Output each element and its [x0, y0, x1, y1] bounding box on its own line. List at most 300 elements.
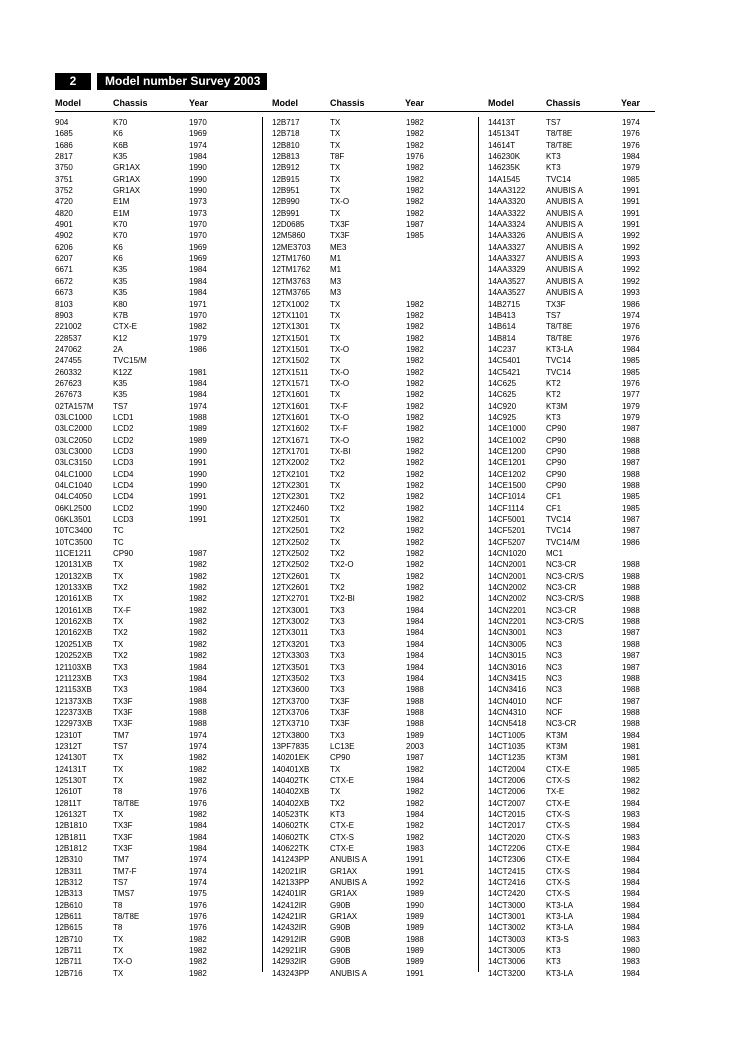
year-cell: 1979: [622, 163, 640, 173]
year-cell: 1984: [189, 821, 207, 831]
table-row: [488, 389, 688, 400]
chassis-cell: M1: [330, 254, 342, 264]
year-cell: 1982: [406, 378, 424, 388]
table-row: [272, 503, 472, 514]
model-cell: 14AA3322: [488, 208, 526, 218]
table-row: [55, 616, 255, 627]
model-cell: 12TX1701: [272, 446, 309, 456]
model-cell: 12TM3765: [272, 288, 311, 298]
header-chassis: Chassis: [330, 98, 365, 108]
year-cell: 1982: [406, 469, 424, 479]
year-cell: 1988: [622, 707, 640, 717]
model-cell: 14CT3200: [488, 968, 526, 978]
year-cell: 1992: [622, 231, 640, 241]
table-row: [55, 900, 255, 911]
chassis-cell: TX3: [330, 673, 345, 683]
table-row: [488, 843, 688, 854]
model-cell: 12TX3201: [272, 639, 309, 649]
table-row: [488, 457, 688, 468]
year-cell: 1991: [189, 492, 207, 502]
chassis-cell: K12Z: [113, 367, 133, 377]
year-cell: 1981: [189, 367, 207, 377]
table-row: [55, 968, 255, 979]
year-cell: 1987: [622, 696, 640, 706]
model-cell: 6207: [55, 254, 73, 264]
model-cell: 02TA157M: [55, 401, 94, 411]
year-cell: 1982: [622, 775, 640, 785]
model-cell: 12TX1511: [272, 367, 309, 377]
model-cell: 12B813: [272, 152, 300, 162]
model-cell: 06KL2500: [55, 503, 92, 513]
chassis-cell: K7B: [113, 310, 129, 320]
year-cell: 1982: [406, 571, 424, 581]
chassis-cell: CTX-S: [546, 889, 570, 899]
model-cell: 146230K: [488, 152, 521, 162]
year-cell: 1984: [622, 855, 640, 865]
chassis-cell: NC3: [546, 685, 563, 695]
model-cell: 14CN2001: [488, 560, 527, 570]
model-cell: 14614T: [488, 140, 516, 150]
year-cell: 1982: [406, 481, 424, 490]
table-row: [272, 684, 472, 695]
model-cell: 14C5401: [488, 356, 521, 366]
year-cell: 1983: [622, 934, 640, 944]
table-row: [272, 117, 472, 128]
year-cell: 1986: [189, 344, 207, 354]
chassis-cell: TVC14: [546, 515, 571, 525]
year-cell: 1982: [406, 764, 424, 774]
table-row: [55, 673, 255, 684]
year-cell: 1986: [622, 299, 640, 309]
chassis-cell: KT2: [546, 390, 561, 400]
chassis-cell: NCF: [546, 696, 563, 706]
header-year: Year: [621, 98, 641, 108]
year-cell: 1984: [189, 832, 207, 842]
table-row: [272, 174, 472, 185]
year-cell: 1993: [622, 254, 640, 264]
chassis-cell: CTX-S: [546, 878, 570, 888]
model-cell: 142932IR: [272, 957, 307, 967]
model-cell: 120133XB: [55, 583, 93, 593]
model-cell: 120162XB: [55, 617, 93, 627]
model-cell: 12B611: [55, 912, 82, 922]
year-cell: 1982: [406, 208, 424, 218]
table-row: [272, 639, 472, 650]
chassis-cell: K70: [113, 118, 128, 127]
year-cell: 1984: [189, 152, 207, 162]
model-cell: 12B717: [272, 118, 300, 127]
table-row: [488, 196, 688, 207]
year-cell: 1992: [622, 265, 640, 275]
chassis-cell: LC13E: [330, 741, 355, 751]
model-cell: 120251XB: [55, 639, 93, 649]
year-cell: 1989: [406, 957, 424, 967]
table-row: [272, 877, 472, 888]
chassis-cell: T8: [113, 923, 123, 933]
table-row: [55, 684, 255, 695]
chassis-cell: TX-O: [330, 367, 350, 377]
model-cell: 14AA3527: [488, 276, 526, 286]
year-cell: 1973: [189, 208, 207, 218]
year-cell: 1979: [622, 401, 640, 411]
year-cell: 1984: [189, 685, 207, 695]
model-cell: 14B413: [488, 310, 516, 320]
chassis-cell: KT3M: [546, 401, 568, 411]
model-cell: 142432IR: [272, 923, 307, 933]
model-cell: 146235K: [488, 163, 521, 173]
chassis-cell: TX-BI: [330, 446, 351, 456]
year-cell: 1982: [622, 787, 640, 797]
model-cell: 6671: [55, 265, 73, 275]
year-cell: 1982: [406, 140, 424, 150]
chassis-cell: TX3: [330, 639, 345, 649]
table-row: [272, 435, 472, 446]
chassis-cell: TX: [330, 571, 341, 581]
chassis-cell: NC3-CR: [546, 583, 577, 593]
model-cell: 12TX2301: [272, 492, 309, 502]
table-row: [55, 401, 255, 412]
year-cell: 1976: [189, 900, 207, 910]
table-row: [488, 571, 688, 582]
chassis-cell: TVC15/M: [113, 356, 147, 366]
year-cell: 1988: [622, 639, 640, 649]
year-cell: 1982: [406, 832, 424, 842]
table-row: [55, 264, 255, 275]
chassis-cell: TX: [330, 322, 341, 332]
table-row: [488, 333, 688, 344]
model-cell: 14AA3329: [488, 265, 526, 275]
model-cell: 14CN2002: [488, 583, 527, 593]
year-cell: 1985: [622, 764, 640, 774]
chassis-cell: TX: [330, 208, 341, 218]
table-row: [488, 866, 688, 877]
year-cell: 1988: [622, 685, 640, 695]
year-cell: 1982: [406, 537, 424, 547]
chassis-cell: K80: [113, 299, 128, 309]
table-row: [55, 911, 255, 922]
table-row: [55, 548, 255, 559]
table-row: [488, 888, 688, 899]
year-cell: 1984: [189, 673, 207, 683]
model-cell: 14CN1020: [488, 549, 527, 559]
year-cell: 1983: [622, 809, 640, 819]
table-row: [488, 253, 688, 264]
chassis-cell: NC3-CR/S: [546, 571, 584, 581]
chassis-cell: ANUBIS A: [546, 197, 583, 207]
year-cell: 1971: [189, 299, 207, 309]
year-cell: 1982: [406, 129, 424, 139]
table-row: [55, 457, 255, 468]
chassis-cell: TX2: [330, 549, 345, 559]
year-cell: 1982: [406, 424, 424, 434]
year-cell: 1984: [622, 152, 640, 162]
chassis-cell: TX: [330, 118, 341, 127]
chassis-cell: TX: [113, 809, 124, 819]
year-cell: 1981: [622, 741, 640, 751]
year-cell: 1974: [189, 855, 207, 865]
chassis-cell: LCD3: [113, 446, 134, 456]
year-cell: 1982: [189, 322, 207, 332]
table-row: [488, 707, 688, 718]
table-row: [488, 525, 688, 536]
year-cell: 1979: [622, 412, 640, 422]
year-cell: 1990: [189, 186, 207, 196]
table-row: [55, 956, 255, 967]
table-row: [488, 162, 688, 173]
model-cell: 12TM1760: [272, 254, 311, 264]
chassis-cell: K6: [113, 254, 123, 264]
chassis-cell: KT3-LA: [546, 900, 574, 910]
chassis-cell: CF1: [546, 503, 562, 513]
table-row: [488, 877, 688, 888]
table-row: [272, 140, 472, 151]
chassis-cell: TX: [330, 310, 341, 320]
year-cell: 1984: [406, 662, 424, 672]
chassis-cell: TX: [330, 390, 341, 400]
year-cell: 1983: [622, 832, 640, 842]
model-cell: 10TC3500: [55, 537, 93, 547]
table-row: [272, 446, 472, 457]
chassis-cell: T8: [113, 900, 123, 910]
year-cell: 1974: [189, 866, 207, 876]
chassis-cell: GR1AX: [113, 186, 141, 196]
model-cell: 12TX1501: [272, 344, 309, 354]
model-cell: 14AA3327: [488, 254, 526, 264]
model-cell: 4720: [55, 197, 73, 207]
table-row: [272, 922, 472, 933]
model-cell: 121123XB: [55, 673, 92, 683]
year-cell: 1984: [189, 276, 207, 286]
table-row: [272, 537, 472, 548]
year-cell: 1970: [189, 231, 207, 241]
model-cell: 142912IR: [272, 934, 307, 944]
model-cell: 14CT2416: [488, 878, 526, 888]
model-cell: 228537: [55, 333, 82, 343]
chassis-cell: TX: [113, 968, 124, 978]
year-cell: 1990: [189, 174, 207, 184]
year-cell: 1984: [622, 844, 640, 853]
year-cell: 1982: [189, 809, 207, 819]
year-cell: 1982: [406, 594, 424, 604]
year-cell: 1988: [622, 583, 640, 593]
year-cell: 1989: [189, 424, 207, 434]
chassis-cell: CTX-S: [546, 821, 570, 831]
year-cell: 1982: [406, 560, 424, 570]
table-row: [272, 820, 472, 831]
chassis-cell: CTX-E: [113, 322, 137, 332]
chassis-cell: T8/T8E: [113, 798, 140, 808]
year-cell: 1984: [406, 617, 424, 627]
model-cell: 122373XB: [55, 707, 93, 717]
table-row: [272, 378, 472, 389]
column-divider: [478, 117, 479, 972]
model-cell: 12TX2301: [272, 481, 309, 490]
year-cell: 1985: [622, 367, 640, 377]
year-cell: 1974: [189, 730, 207, 740]
table-row: [272, 423, 472, 434]
model-cell: 12B313: [55, 889, 83, 899]
model-cell: 12B716: [55, 968, 83, 978]
year-cell: 1988: [189, 719, 207, 729]
table-row: [55, 151, 255, 162]
chassis-cell: M1: [330, 265, 342, 275]
table-row: [55, 219, 255, 230]
year-cell: 1988: [406, 719, 424, 729]
table-row: [272, 321, 472, 332]
table-row: [272, 809, 472, 820]
model-cell: 14CF5001: [488, 515, 526, 525]
year-cell: 1992: [406, 878, 424, 888]
table-row: [488, 423, 688, 434]
year-cell: 1982: [189, 934, 207, 944]
year-cell: 1982: [406, 503, 424, 513]
table-row: [488, 752, 688, 763]
chassis-cell: TX2: [330, 458, 345, 468]
table-row: [272, 219, 472, 230]
chassis-cell: TX2-O: [330, 560, 354, 570]
chassis-cell: TX-O: [113, 957, 133, 967]
model-cell: 03LC3000: [55, 446, 92, 456]
model-cell: 2817: [55, 152, 73, 162]
model-cell: 247062: [55, 344, 82, 354]
year-cell: 1982: [406, 446, 424, 456]
table-row: [55, 854, 255, 865]
model-cell: 142421IR: [272, 912, 307, 922]
year-cell: 1984: [406, 605, 424, 615]
model-cell: 12TX2002: [272, 458, 309, 468]
year-cell: 1987: [622, 526, 640, 536]
chassis-cell: CTX-S: [546, 866, 570, 876]
chassis-cell: KT3-LA: [546, 923, 574, 933]
model-cell: 1685: [55, 129, 73, 139]
year-cell: 1988: [406, 934, 424, 944]
model-cell: 14CT2007: [488, 798, 526, 808]
table-row: [272, 230, 472, 241]
table-row: [272, 253, 472, 264]
chassis-cell: TX3F: [113, 832, 133, 842]
model-cell: 6672: [55, 276, 73, 286]
year-cell: 1982: [406, 344, 424, 354]
year-cell: 1982: [406, 118, 424, 127]
model-cell: 142021IR: [272, 866, 307, 876]
chassis-cell: TX2: [113, 583, 128, 593]
year-cell: 1985: [622, 356, 640, 366]
chassis-cell: TX: [113, 775, 124, 785]
chassis-cell: K35: [113, 288, 128, 298]
chassis-cell: CTX-S: [330, 832, 354, 842]
chassis-cell: TX-O: [330, 435, 350, 445]
year-cell: 1985: [406, 231, 424, 241]
model-cell: 1686: [55, 140, 73, 150]
chassis-cell: TX: [330, 537, 341, 547]
model-cell: 126132T: [55, 809, 87, 819]
year-cell: 1984: [622, 344, 640, 354]
table-row: [488, 593, 688, 604]
year-cell: 1984: [622, 866, 640, 876]
header-year: Year: [189, 98, 209, 108]
model-cell: 14CE1202: [488, 469, 526, 479]
chassis-cell: TX2: [113, 628, 128, 638]
model-cell: 12B312: [55, 878, 83, 888]
table-row: [55, 662, 255, 673]
chassis-cell: ANUBIS A: [546, 220, 583, 230]
chassis-cell: KT3-S: [546, 934, 569, 944]
year-cell: 1985: [622, 492, 640, 502]
model-cell: 12B915: [272, 174, 300, 184]
table-row: [272, 707, 472, 718]
chassis-cell: TX2: [330, 526, 345, 536]
model-cell: 14CN3415: [488, 673, 527, 683]
model-cell: 03LC3150: [55, 458, 92, 468]
model-cell: 12310T: [55, 730, 83, 740]
year-cell: 1974: [622, 118, 640, 127]
chassis-cell: GR1AX: [330, 866, 358, 876]
chassis-cell: TMS7: [113, 889, 135, 899]
model-cell: 14CN5418: [488, 719, 527, 729]
year-cell: 1982: [406, 163, 424, 173]
chassis-cell: LCD3: [113, 515, 134, 525]
model-cell: 145134T: [488, 129, 520, 139]
year-cell: 1989: [406, 946, 424, 956]
chassis-cell: K35: [113, 390, 128, 400]
model-cell: 14CN2001: [488, 571, 527, 581]
table-row: [55, 877, 255, 888]
model-cell: 12B991: [272, 208, 300, 218]
table-row: [55, 276, 255, 287]
model-cell: 14CN2201: [488, 617, 527, 627]
chassis-cell: K35: [113, 276, 128, 286]
table-row: [488, 117, 688, 128]
model-cell: 124131T: [55, 764, 87, 774]
table-row: [488, 775, 688, 786]
table-row: [55, 888, 255, 899]
table-row: [55, 696, 255, 707]
year-cell: 1982: [189, 594, 207, 604]
model-cell: 12B1811: [55, 832, 87, 842]
table-row: [55, 820, 255, 831]
chassis-cell: ANUBIS A: [546, 288, 583, 298]
chassis-cell: LCD4: [113, 469, 134, 479]
model-cell: 12ME3703: [272, 242, 311, 252]
table-row: [272, 605, 472, 616]
model-cell: 14CT3002: [488, 923, 526, 933]
model-cell: 14B614: [488, 322, 516, 332]
table-row: [488, 321, 688, 332]
chassis-cell: TX3: [113, 662, 128, 672]
model-cell: 140602TK: [272, 832, 309, 842]
model-cell: 12TX2460: [272, 503, 309, 513]
model-cell: 12B912: [272, 163, 300, 173]
year-cell: 1988: [622, 446, 640, 456]
year-cell: 1976: [189, 912, 207, 922]
year-cell: 1982: [406, 798, 424, 808]
chassis-cell: MC1: [546, 549, 563, 559]
model-cell: 247455: [55, 356, 82, 366]
chassis-cell: TX2: [330, 798, 345, 808]
model-cell: 12811T: [55, 798, 82, 808]
model-cell: 14A1545: [488, 174, 521, 184]
model-cell: 10TC3400: [55, 526, 93, 536]
table-row: [55, 321, 255, 332]
model-cell: 12TX2501: [272, 515, 309, 525]
table-row: [488, 401, 688, 412]
table-row: [272, 242, 472, 253]
table-row: [55, 571, 255, 582]
year-cell: 1984: [189, 288, 207, 298]
model-cell: 12TX2501: [272, 526, 309, 536]
table-row: [488, 469, 688, 480]
table-row: [488, 696, 688, 707]
